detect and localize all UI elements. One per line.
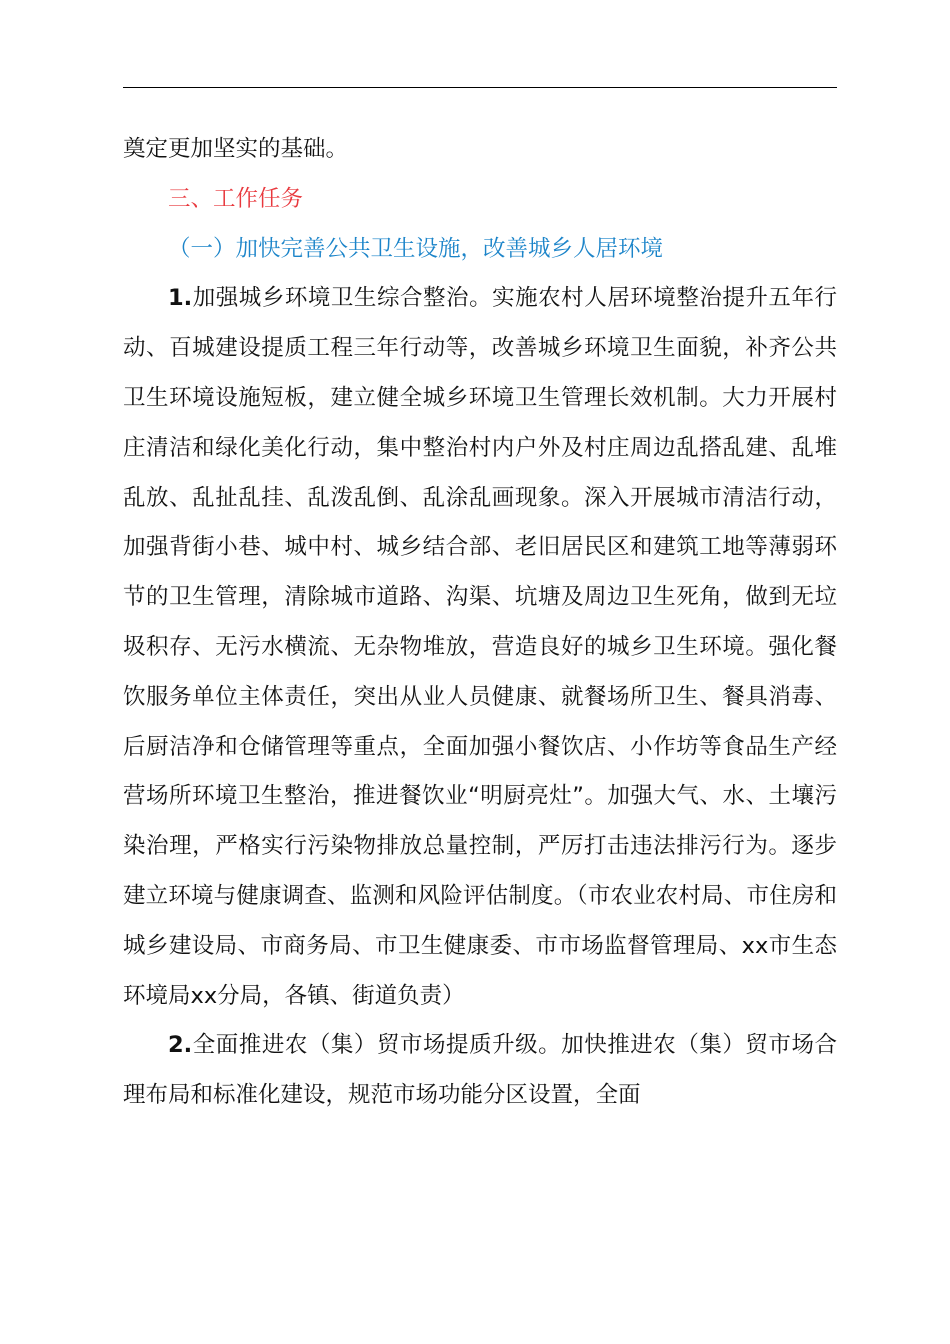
item-1-paragraph <box>123 274 837 1021</box>
item-1-text: 加强城乡环境卫生综合整治。实施农村人居环境整治提升五年行动、百城建设提质工程三年行动等，改善城乡环境卫生面貌，补齐公共卫生环境设施短板，建立健全城乡环境卫生管理长效机制。大力开展村庄清洁和绿化美化行动，集中整治村内户外及村庄周边乱搭乱建、乱堆乱放、乱扯乱挂、乱泼乱倒、乱涂乱画现象。深入开展城市清洁行动，加强背街小巷、城中村、城乡结合部、老旧居民区和建筑工地等薄弱环节的卫生管理，清除城市道路、沟渠、坑塘及周边卫生死角，做到无垃圾积存、无污水横流、无杂物堆放，营造良好的城乡卫生环境。强化餐饮服务单位主体责任，突出从业人员健康、就餐场所卫生、餐具消毒、后厨洁净和仓储管理等重点，全面加强小餐饮店、小作坊等食品生产经营场所环境卫生整治，推进餐饮业“明厨亮灶”。加强大气、水、土壤污染治理，严格实行污染物排放总量控制，严厉打击违法排污行为。逐步建立环境与健康调查、监测和风险评估制度。（市农业农村局、市住房和城乡建设局、市商务局、市卫生健康委、市市场监督管理局、xx市生态环境局xx分局，各镇、街道负责） <box>123 285 837 1009</box>
item-2-number: 2. <box>168 1032 193 1059</box>
header-rule <box>123 87 837 88</box>
sub-heading: （一）加快完善公共卫生设施，改善城乡人居环境 <box>168 235 664 262</box>
document-body <box>123 125 837 1121</box>
item-2-text: 全面推进农（集）贸市场提质升级。加快推进农（集）贸市场合理布局和标准化建设，规范市场功能分区设置，全面 <box>123 1032 837 1109</box>
continuation-paragraph: 奠定更加坚实的基础。 <box>123 136 349 162</box>
section-heading: 三、工作任务 <box>168 185 304 212</box>
item-1-number: 1. <box>168 285 193 312</box>
item-2-paragraph <box>123 1021 837 1121</box>
